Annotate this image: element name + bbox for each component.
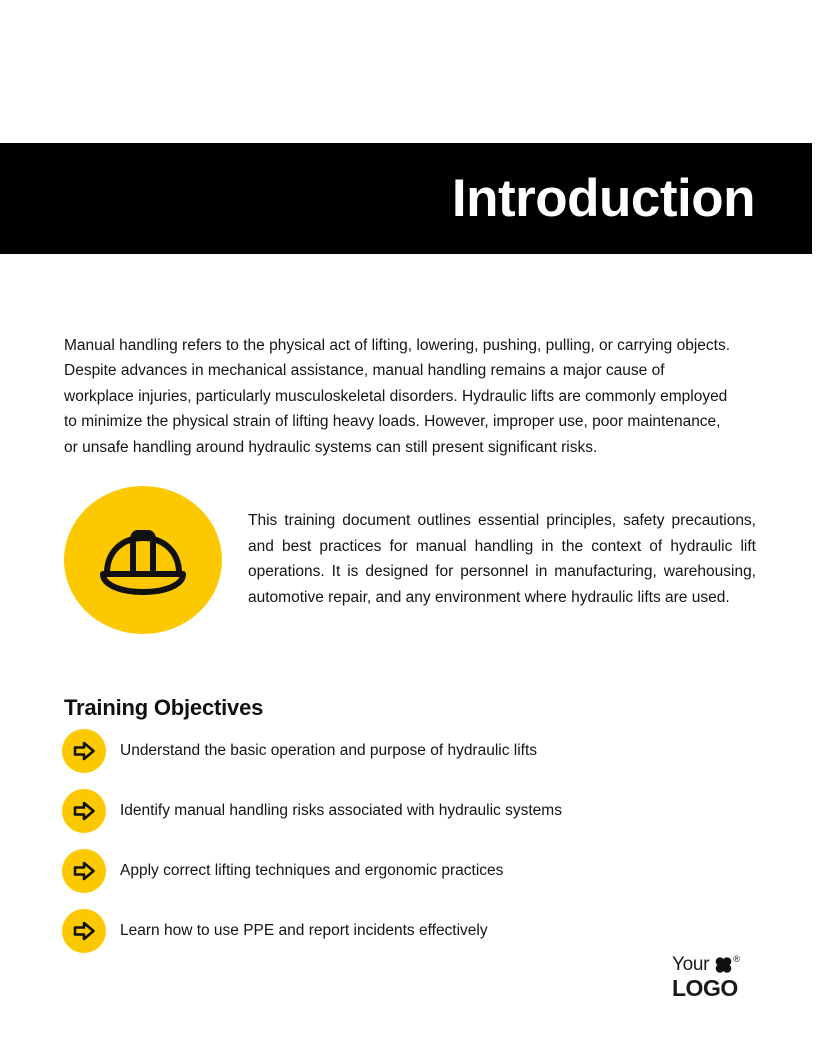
list-item [62, 789, 752, 833]
registered-trademark-symbol: ® [733, 954, 740, 964]
arrow-badge [62, 789, 106, 833]
clover-logo-mark-icon [715, 957, 732, 973]
logo-top-row [672, 955, 758, 976]
objective-label: Apply correct lifting techniques and ergonomic practices [120, 862, 504, 879]
objective-label: Learn how to use PPE and report incidents effectively [120, 922, 488, 939]
hard-hat-icon [97, 523, 189, 597]
list-item [62, 729, 752, 773]
arrow-badge [62, 729, 106, 773]
objectives-list [62, 729, 752, 969]
arrow-badge [62, 909, 106, 953]
arrow-badge [62, 849, 106, 893]
logo-logo-text: LOGO [672, 975, 738, 1001]
intro-paragraph: Manual handling refers to the physical act of lifting, lowering, pushing, pulling, or carrying objects. Despite advances in mechanical assistance, manual handling remains a major cause of workplace injuries, particularly musculoskeletal disorders. Hydraulic lifts are commonly employed to minimize the physical strain of lifting heavy loads. However, improper use, poor maintenance, or unsafe handling around hydraulic systems can still present significant risks. [64, 336, 731, 456]
hard-hat-badge [64, 486, 222, 634]
page-title: Introduction [451, 169, 755, 228]
right-arrow-icon [72, 740, 96, 762]
highlight-paragraph: This training document outlines essential principles, safety precautions, and best practices for manual handling in the context of hydraulic lift operations. It is designed for personnel in manufacturing, warehousing, automotive repair, and any environment where hydraulic lifts are used. [248, 512, 756, 606]
list-item [62, 849, 752, 893]
logo-your-text: Your [672, 954, 710, 975]
list-item [62, 909, 752, 953]
objective-label: Understand the basic operation and purpose of hydraulic lifts [120, 742, 538, 759]
page-header-band [0, 143, 812, 254]
objective-label: Identify manual handling risks associated with hydraulic systems [120, 802, 562, 819]
highlight-section [64, 486, 756, 634]
right-arrow-icon [72, 800, 96, 822]
footer-logo [672, 954, 758, 1001]
objectives-heading: Training Objectives [64, 695, 264, 721]
right-arrow-icon [72, 920, 96, 942]
right-arrow-icon [72, 860, 96, 882]
